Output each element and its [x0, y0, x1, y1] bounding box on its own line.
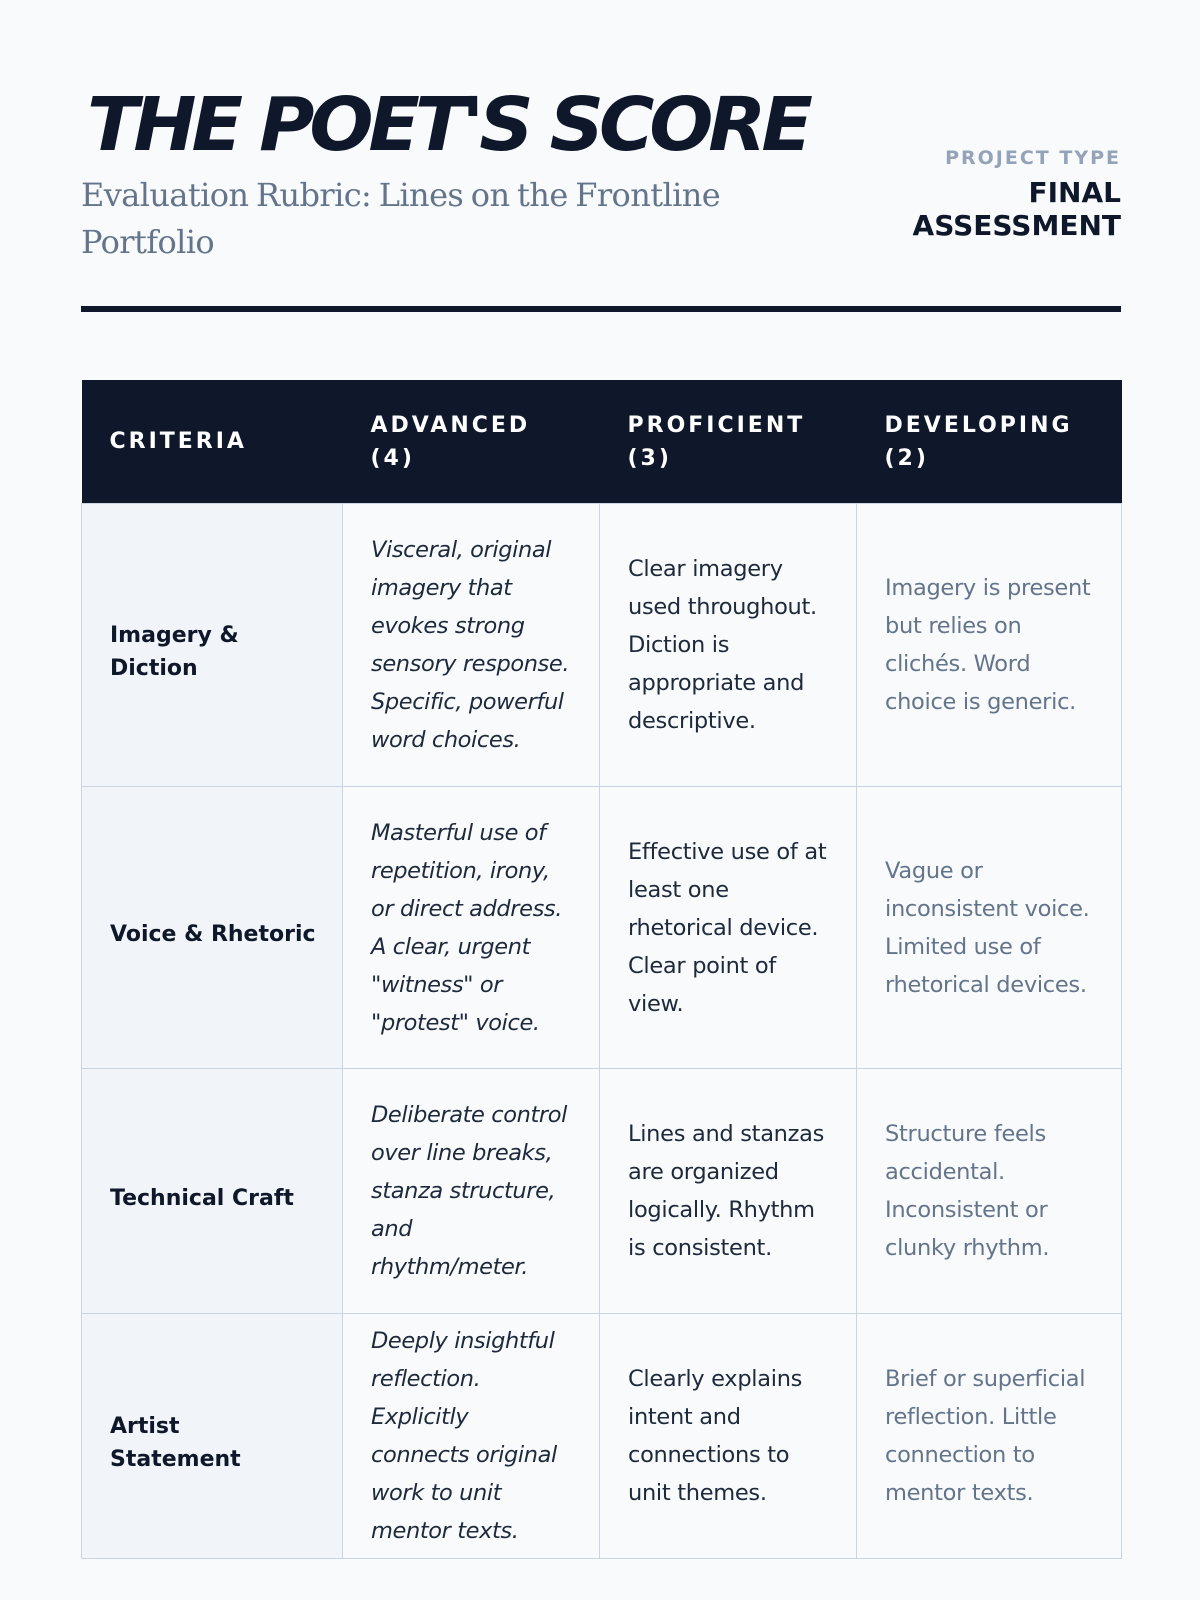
developing-cell: Vague or inconsistent voice. Limited use of rhetorical devices.	[857, 787, 1122, 1069]
project-meta	[891, 146, 1121, 242]
criteria-cell: Voice & Rhetoric	[82, 787, 343, 1069]
page-title: THE POET'S SCORE	[87, 82, 808, 168]
header-row	[82, 380, 1122, 504]
criteria-cell: Technical Craft	[82, 1069, 343, 1314]
header-divider	[81, 306, 1121, 312]
proficient-cell: Effective use of at least one rhetorical device. Clear point of view.	[600, 787, 857, 1069]
page-subtitle: Evaluation Rubric: Lines on the Frontline Portfolio	[81, 176, 721, 261]
header-advanced: ADVANCED (4)	[343, 380, 600, 504]
project-type-label: PROJECT TYPE	[945, 147, 1121, 169]
advanced-cell: Masterful use of repetition, irony, or direct address. A clear, urgent "witness" or "protest" voice.	[343, 787, 600, 1069]
advanced-cell: Deeply insightful reflection. Explicitly connects original work to unit mentor texts.	[343, 1314, 600, 1559]
proficient-cell: Lines and stanzas are organized logically. Rhythm is consistent.	[600, 1069, 857, 1314]
table-row	[82, 1314, 1122, 1559]
header-proficient: PROFICIENT (3)	[600, 380, 857, 504]
rubric-page	[81, 0, 1121, 1544]
project-type-value: FINAL ASSESSMENT	[912, 176, 1121, 242]
header-criteria: CRITERIA	[82, 380, 343, 504]
proficient-cell: Clearly explains intent and connections to unit themes.	[600, 1314, 857, 1559]
table-row	[82, 1069, 1122, 1314]
table-row	[82, 787, 1122, 1069]
developing-cell: Brief or superficial reflection. Little connection to mentor texts.	[857, 1314, 1122, 1559]
rubric-table-body	[82, 504, 1122, 1559]
advanced-cell: Visceral, original imagery that evokes strong sensory response. Specific, powerful word choices.	[343, 504, 600, 787]
criteria-cell: Artist Statement	[82, 1314, 343, 1559]
page-header	[81, 0, 1121, 312]
table-row	[82, 504, 1122, 787]
developing-cell: Structure feels accidental. Inconsistent or clunky rhythm.	[857, 1069, 1122, 1314]
developing-cell: Imagery is present but relies on clichés. Word choice is generic.	[857, 504, 1122, 787]
rubric-table-header	[82, 380, 1122, 504]
proficient-cell: Clear imagery used throughout. Diction is appropriate and descriptive.	[600, 504, 857, 787]
advanced-cell: Deliberate control over line breaks, stanza structure, and rhythm/meter.	[343, 1069, 600, 1314]
rubric-table	[81, 380, 1122, 1559]
criteria-cell: Imagery & Diction	[82, 504, 343, 787]
header-developing: DEVELOPING (2)	[857, 380, 1122, 504]
